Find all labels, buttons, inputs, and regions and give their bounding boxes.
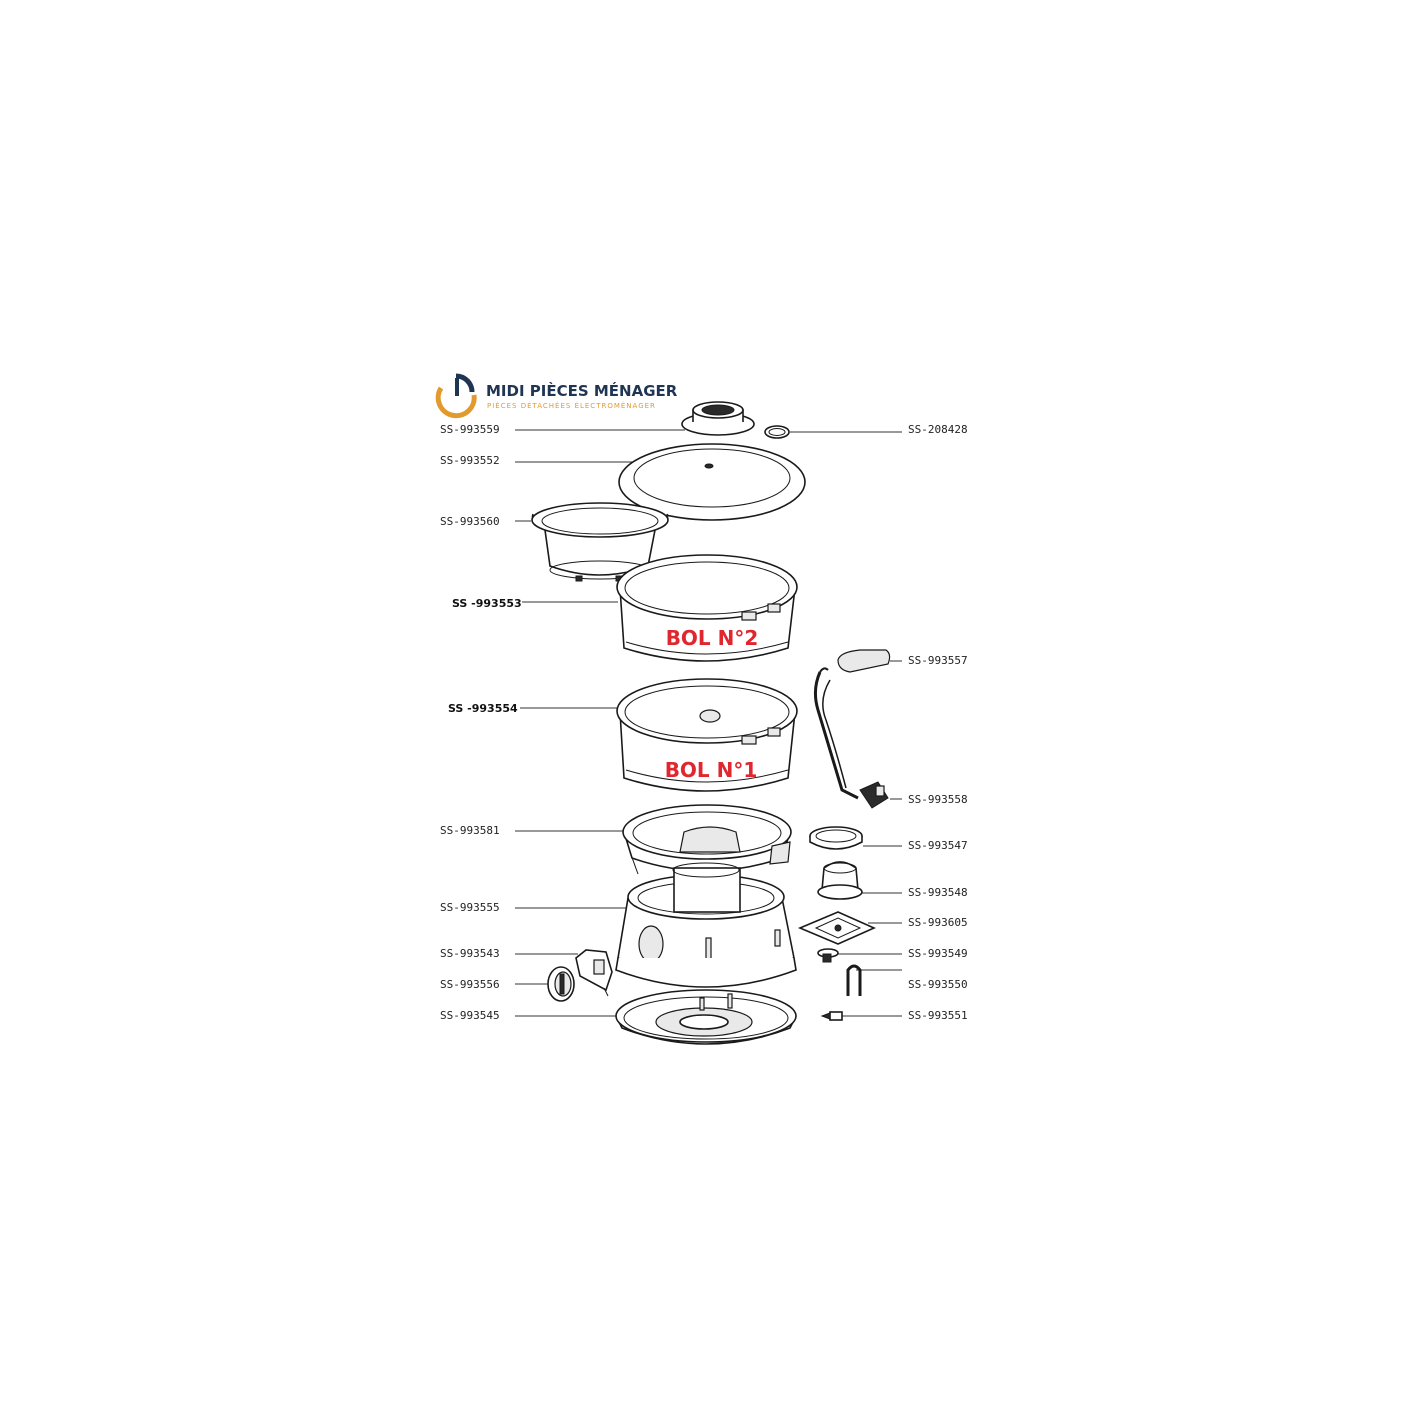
part-handle (838, 650, 890, 672)
brand-name: MIDI PIÈCES MÉNAGER (486, 382, 678, 400)
part-water-tray (623, 805, 791, 874)
label-ss-993553: SS -993553 (452, 597, 522, 610)
brand-tagline: PIÈCES DÉTACHÉES ÉLECTROMÉNAGER (487, 402, 656, 410)
label-ss-993556: SS-993556 (440, 978, 500, 991)
part-heating-dome (818, 862, 862, 899)
label-ss-993551: SS-993551 (908, 1009, 968, 1022)
part-small-ring (765, 426, 789, 438)
bowl-1-label: BOL N°1 (664, 758, 758, 782)
part-power-cord (815, 668, 888, 808)
part-seal-ring (810, 827, 862, 849)
part-heating-plate (800, 912, 874, 944)
label-ss-993549: SS-993549 (908, 947, 968, 960)
label-ss-208428: SS-208428 (908, 423, 968, 436)
part-base (616, 990, 796, 1044)
part-bowl-1 (617, 679, 797, 791)
part-timer-knob (548, 967, 574, 1001)
part-timer (576, 950, 612, 996)
label-ss-993543: SS-993543 (440, 947, 500, 960)
label-ss-993548: SS-993548 (908, 886, 968, 899)
label-ss-993560: SS-993560 (440, 515, 500, 528)
label-ss-993559: SS-993559 (440, 423, 500, 436)
label-ss-993605: SS-993605 (908, 916, 968, 929)
part-housing (616, 863, 796, 987)
part-bowl-2 (617, 555, 797, 661)
label-ss-993558: SS-993558 (908, 793, 968, 806)
part-thermostat (818, 949, 838, 962)
bowl-2-label: BOL N°2 (665, 626, 759, 650)
brand-logo (438, 376, 678, 416)
label-ss-993547: SS-993547 (908, 839, 968, 852)
label-ss-993545: SS-993545 (440, 1009, 500, 1022)
label-ss-993550: SS-993550 (908, 978, 968, 991)
label-ss-993552: SS-993552 (440, 454, 500, 467)
label-ss-993557: SS-993557 (908, 654, 968, 667)
label-ss-993555: SS-993555 (440, 901, 500, 914)
part-screw (822, 1012, 842, 1020)
label-ss-993554: SS -993554 (448, 702, 518, 715)
part-lid-knob (682, 402, 754, 435)
label-ss-993581: SS-993581 (440, 824, 500, 837)
